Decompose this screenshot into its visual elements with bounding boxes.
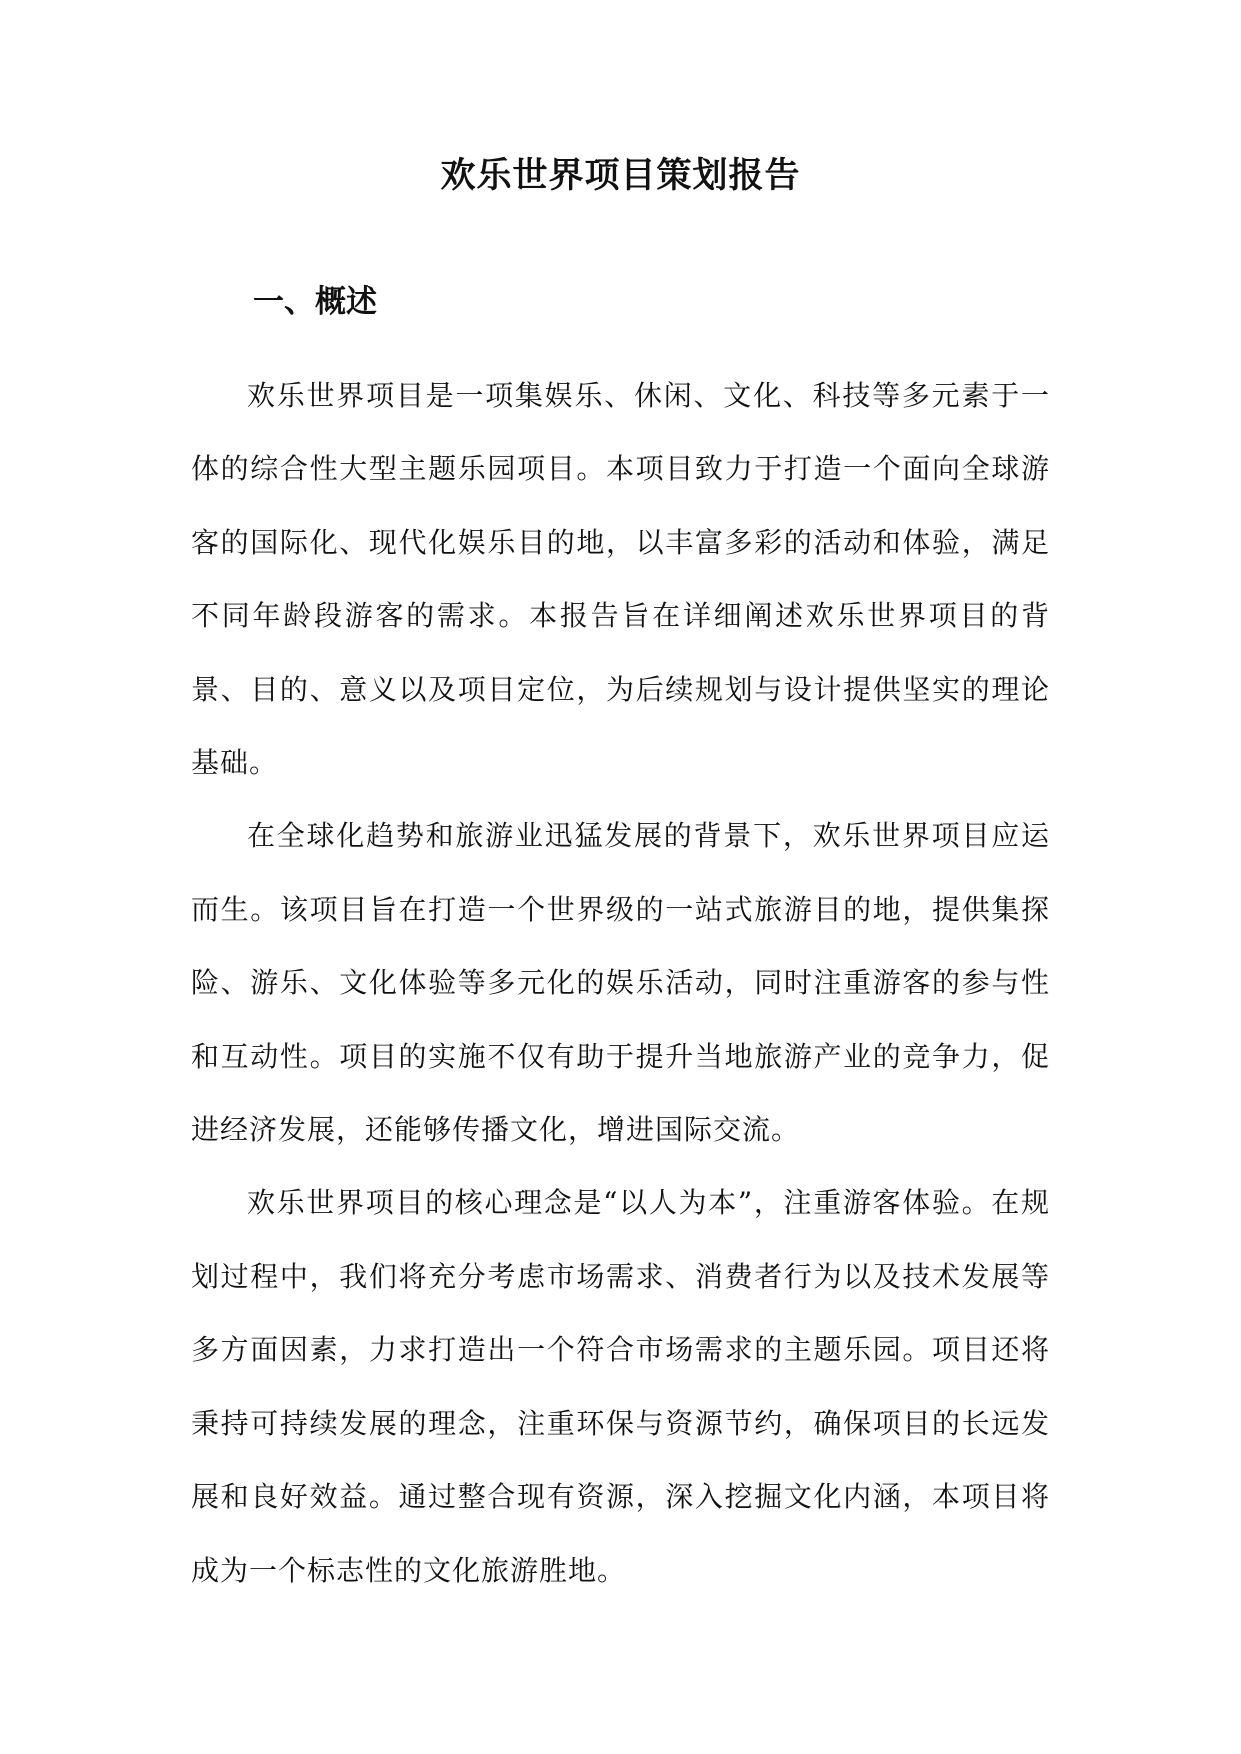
document-title: 欢乐世界项目策划报告	[440, 156, 801, 196]
section-heading: 一、概述	[253, 284, 377, 320]
paragraph: 欢乐世界项目的核心理念是“以人为本”，注重游客体验。在规划过程中，我们将充分考虑市场需求、消费者行为以及技术发展等多方面因素，力求打造出一个符合市场需求的主题乐园。项目还将秉持可持续发展的理念，注重环保与资源节约，确保项目的长远发展和良好效益。通过整合现有资源，深入挖掘文化内涵，本项目将成为一个标志性的文化旅游胜地。	[191, 1186, 1050, 1587]
paragraph: 欢乐世界项目是一项集娱乐、休闲、文化、科技等多元素于一体的综合性大型主题乐园项目。本项目致力于打造一个面向全球游客的国际化、现代化娱乐目的地，以丰富多彩的活动和体验，满足不同年龄段游客的需求。本报告旨在详细阐述欢乐世界项目的背景、目的、意义以及项目定位，为后续规划与设计提供坚实的理论基础。	[191, 379, 1050, 780]
document-body	[191, 359, 1050, 1607]
paragraph: 在全球化趋势和旅游业迅猛发展的背景下，欢乐世界项目应运而生。该项目旨在打造一个世界级的一站式旅游目的地，提供集探险、游乐、文化体验等多元化的娱乐活动，同时注重游客的参与性和互动性。项目的实施不仅有助于提升当地旅游产业的竞争力，促进经济发展，还能够传播文化，增进国际交流。	[191, 819, 1050, 1147]
